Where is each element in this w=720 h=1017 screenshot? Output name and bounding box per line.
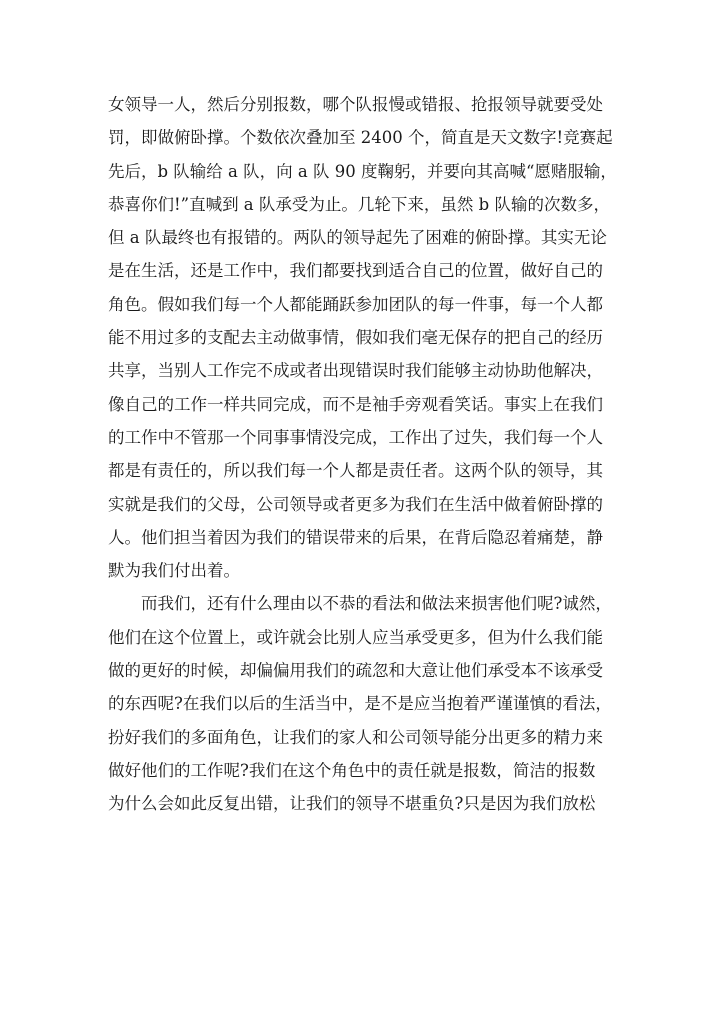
text-line: 的工作中不管那一个同事事情没完成，工作出了过失，我们每一个人 [108, 427, 603, 447]
text-line: 是在生活，还是工作中，我们都要找到适合自己的位置，做好自己的 [108, 261, 603, 281]
text-line: 默为我们付出着。 [108, 561, 240, 581]
document-body [108, 88, 628, 821]
text-line: 女领导一人，然后分别报数，哪个队报慢或错报、抢报领导就要受处 [108, 95, 603, 114]
text-line: 恭喜你们!”直喊到 a 队承受为止。几轮下来，虽然 b 队输的次数多， [108, 194, 610, 214]
text-line: 做的更好的时候，却偏偏用我们的疏忽和大意让他们承受本不该承受 [108, 661, 603, 681]
text-line: 都是有责任的，所以我们每一个人都是责任者。这两个队的领导，其 [108, 461, 603, 481]
text-line: 角色。假如我们每一个人都能踊跃参加团队的每一件事，每一个人都 [108, 294, 603, 314]
text-line: 共享，当别人工作完不成或者出现错误时我们能够主动协助他解决， [108, 361, 603, 381]
text-line: 而我们，还有什么理由以不恭的看法和做法来损害他们呢?诚然， [108, 594, 612, 614]
paragraph-2 [108, 587, 628, 820]
text-line: 的东西呢?在我们以后的生活当中，是不是应当抱着严谨谨慎的看法， [108, 694, 612, 714]
text-line: 人。他们担当着因为我们的错误带来的后果，在背后隐忍着痛楚，静 [108, 527, 603, 547]
text-line: 罚，即做俯卧撑。个数依次叠加至 2400 个，简直是天文数字!竞赛起 [108, 128, 613, 148]
text-line: 为什么会如此反复出错，让我们的领导不堪重负?只是因为我们放松 [108, 794, 596, 814]
text-line: 能不用过多的支配去主动做事情，假如我们毫无保存的把自己的经历 [108, 328, 603, 348]
text-line: 他们在这个位置上，或许就会比别人应当承受更多，但为什么我们能 [108, 627, 603, 647]
text-line: 但 a 队最终也有报错的。两队的领导起先了困难的俯卧撑。其实无论 [108, 228, 607, 248]
text-line: 做好他们的工作呢?我们在这个角色中的责任就是报数，简洁的报数 [108, 760, 596, 780]
text-line: 扮好我们的多面角色，让我们的家人和公司领导能分出更多的精力来 [108, 727, 603, 747]
text-line: 先后，b 队输给 a 队，向 a 队 90 度鞠躬，并要向其高喊“愿赌服输， [108, 161, 617, 181]
text-line: 像自己的工作一样共同完成，而不是袖手旁观看笑话。事实上在我们 [108, 394, 603, 414]
paragraph-1 [108, 88, 628, 587]
text-line: 实就是我们的父母，公司领导或者更多为我们在生活中做着俯卧撑的 [108, 494, 603, 514]
